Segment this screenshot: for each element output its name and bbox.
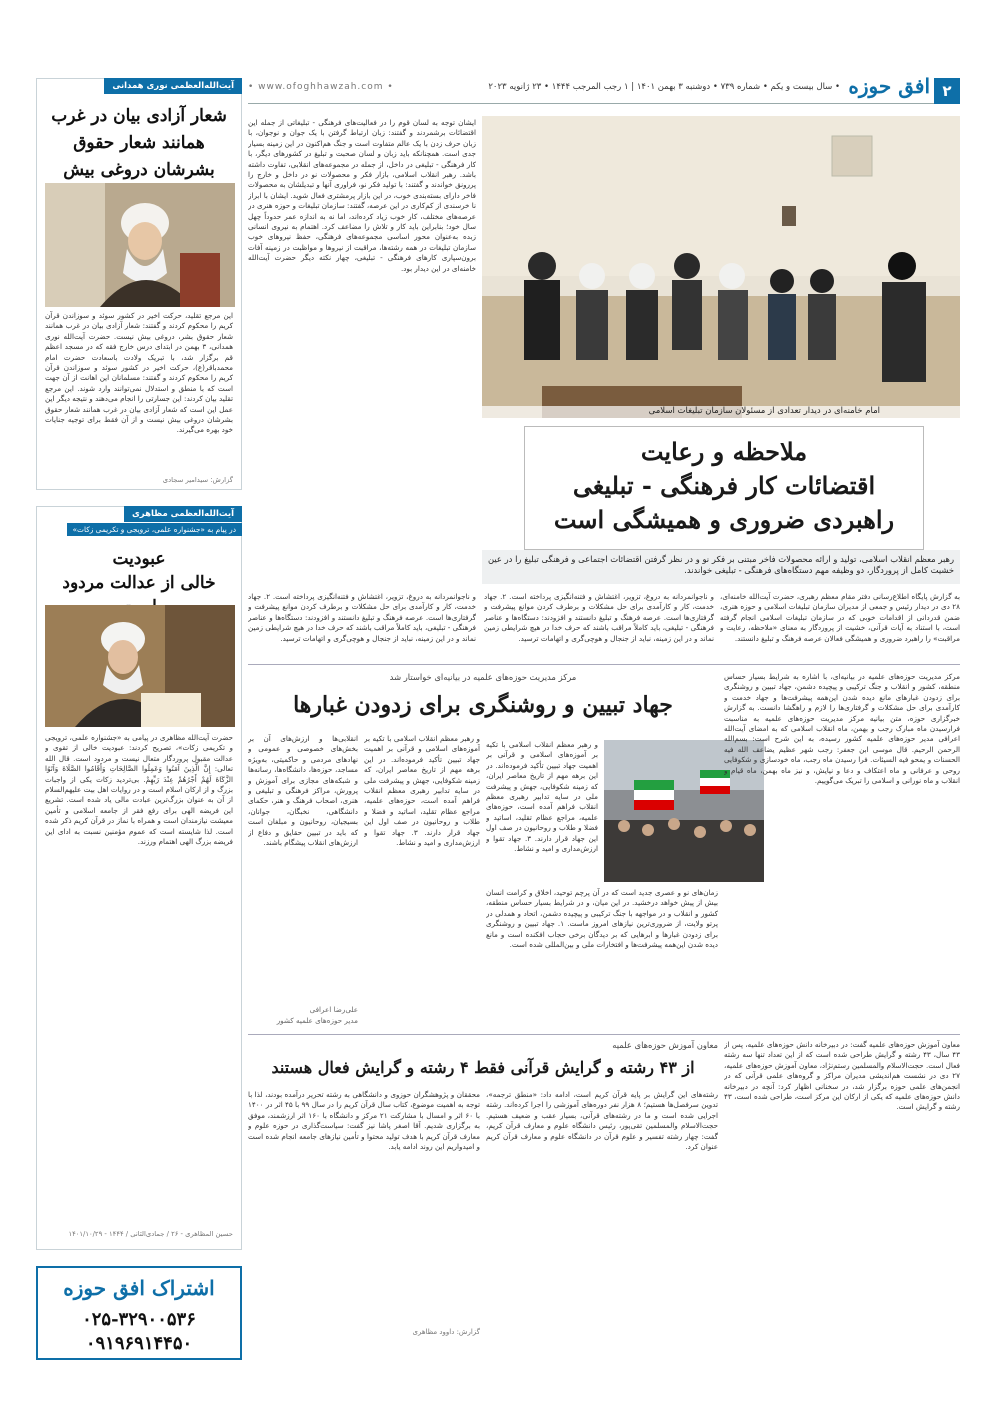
sidebar-body: این مرجع تقلید، حرکت اخیر در کشور سوئد و سوزاندن قرآن کریم را محکوم کردند و گفتند: شعار آزادی بیان در غرب همانند شعار حقوق بشر، دروغی بیش نیست. حضرت آیت‌الله نوری همدانی، ۳ بهمن در ابتدای درس خارج فقه که در مسجد اعظم قم برگزار شد، با تبریک ولادت باسعادت حضرت امام محمدباقر(ع)، حرکت اخیر در کشور سوئد و سوزاندن قرآن کریم را محکوم کردند و گفتند: مسلمانان این اهانت از آن جهت است که با منطق و استدلال نمی‌توانند وارد شوند. این مرجع تقلید بیان کردند: این جسارتی را انجام می‌دهند و نتیجه دیگر این عمل این است که شعار آزادی بیان در غرب همانند شعار حقوق بشرشان دروغی بیش نیست و از آن فقط برای توجیه جنایات خود بهره می‌گیرند.	[45, 311, 233, 435]
jihad-column-a-text: مرکز مدیریت حوزه‌های علمیه در بیانیه‌ای، با اشاره به شرایط بسیار حساس منطقه، کشور و انقلاب و جنگ ترکیبی و پیچیده دشمن، جهاد تبیین و روشنگری برای زدودن غبارهای مانع دیده شدن این‌همه پیشرفت‌ها و جهاد خدمت و کارآمدی برای حل مشکلات و گرفتاری‌ها را لازم و راهگشا دانست. به گزارش خبرگزاری حوزه، متن بیانیه مرکز مدیریت حوزه‌های علمیه به مناسبت فرارسیدن ماه مبارک رجب و بهمن، ماه انقلاب اسلامی که به امضای آیت‌الله اعرافی مدیر حوزه‌های علمیه کشور رسیده، به این شرح است: بسم‌الله الرحمن الرحیم. قال موسی ابن جعفر: رجب شهر عظیم یضاعف الله فیه الحسنات و یمحو فیه السیئات. فرا رسیدن ماه رجب، ماه خودسازی و شکوفایی روحی و عرفانی و ماه اعتکاف و دعا و نیایش، و نیز ماه بهمن، ماه قیام و انقلاب و ماه نورانی و اسلامی را تبریک می‌گوییم.	[724, 672, 960, 786]
jihad-column-d	[248, 734, 358, 1026]
lead-headline-line3: راهبردی ضروری و همیشگی است	[553, 505, 895, 534]
sidebar-tag: آیت‌الله‌العظمی نوری همدانی	[104, 78, 242, 94]
newspaper-logo: افق حوزه	[848, 74, 930, 98]
subscription-phone-mobile[interactable]: ۰۹۱۹۶۹۱۴۴۵۰	[85, 1333, 193, 1354]
lead-headline-line2: اقتضائات کار فرهنگی - تبلیغی	[572, 471, 876, 500]
lead-column-1-text: ایشان توجه به لسان قوم را در فعالیت‌های فرهنگی - تبلیغاتی از جمله این اقتضائات برشمردند و گفتند: زبان ارتباط گرفتن با یک جوان و نوجوان، با زبان حرف زدن با یک عالم متفاوت است و جنگ هم‌اکنون در این زمینه بسیار جدی است. همچنانکه باید زبان و لسان صحبت و تبلیغ در کشورهای دیگر، با کار فرهنگی - تبلیغی در داخل، از جمله در مجموعه‌های انقلابی، تفاوت داشته باشد. رهبر انقلاب اسلامی، بازار فکر و محصولات نو در داخل و خارج را پررونق خواندند و گفتند: با تولید فکر نو، فراوری آنها و تبدیلشان به محصولات فاخر دارای بسته‌بندی خوب، در این بازار پرمشتری فعال شوید. ایشان با ابراز نا خرسندی از کم‌کاری در این عرصه، گفتند: سازمان تبلیغات و حوزه هنری در عرصه‌های مختلف، کار خوب زیاد کرده‌اند، اما نه به اندازه عمر حدوداً چهل سال خود؛ بنابراین باید کار و تلاش را مضاعف کرد. اهتمام به نیروی انسانی زبده به‌عنوان محور اساسی مجموعه‌های فرهنگی، حفظ نیروهای خوب سازمان تبلیغات در همه رشته‌ها، مراقبت از نیروها و مواظبت در زمینه آفات برون‌سپاری کارهای فرهنگی - تبلیغی، چهار نکته دیگر حضرت آیت‌الله خامنه‌ای در این دیدار بود.	[248, 118, 476, 273]
lead-column-2	[248, 592, 476, 658]
section-divider	[248, 1034, 960, 1035]
lead-headline-line1: ملاحظه و رعایت	[640, 437, 808, 466]
sidebar-headline: شعار آزادی بیان در غرب همانند شعار حقوق بشرشان دروغی بیش	[51, 106, 227, 180]
quran-column-b-text: رشته‌های این گرایش بر پایه قرآن کریم است، ادامه داد: «منطق ترجمه»، تدوین سرفصل‌ها هستیم؛ ۸ هزار نفر دوره‌های آموزشی را اجرا کرده‌اند. رشته اجرایی شده است و ما در رشته‌های قرآنی، بسیار عقب و ضعیف هستیم. حجت‌الاسلام والمسلمین تقی‌پور، رئیس دانشگاه علوم و معارف قرآن کریم، گفت: چهار رشته تفسیر و علوم قرآن در دانشگاه علوم و معارف قرآن کریم عنوان کرد.	[486, 1090, 718, 1152]
subscription-title: اشتراک افق حوزه	[63, 1276, 215, 1300]
cleric-photo-nouri	[45, 183, 235, 307]
jihad-column-b	[486, 888, 718, 1026]
jihad-kicker: مرکز مدیریت حوزه‌های علمیه در بیانیه‌ای خواستار شد	[389, 672, 577, 682]
jihad-column-c	[364, 734, 480, 1026]
lead-headline-box	[524, 426, 924, 550]
jihad-column-b-text: زمان‌های نو و عصری جدید است که در آن پرچم توحید، اخلاق و کرامت انسان بیش از پیش خواهد درخشید. در این میان، و در شرایط بسیار حساس منطقه، کشور و انقلاب و در مواجهه با جنگ ترکیبی و پیچیده دشمن، اتحاد و همدلی در پرتو ولایت، از ضروری‌ترین نیازهای امروز ماست. ۱. جهاد تبیین و روشنگری برای زدودن غبارها و ابرهایی که بر دیدگان برخی حجاب افکنده است و مانع دیده شدن این‌همه پیشرفت‌ها و افتخارات ملی و بین‌المللی شده است.	[486, 888, 718, 950]
sidebar	[36, 78, 242, 1368]
lead-column-1	[248, 118, 476, 580]
jihad-column-c-top: و رهبر معظم انقلاب اسلامی با تکیه بر آموزه‌های اسلامی و قرآنی بر اهمیت جهاد تبیین تأکید فرموده‌اند. در این برهه مهم از تاریخ معاصر ایران، که زمینه شکوفایی، جهش و پیشرفت ملی در سایه تدابیر رهبری معظم انقلاب فراهم آمده است، حوزه‌های علمیه، مراجع عظام تقلید، اساتید و فضلا و طلاب و روحانیون در صف اول این جهاد قرار دارند. ۳. جهاد تقوا و ارزش‌مداری و امید و نشاط.	[486, 740, 598, 854]
issue-info: • سال بیست و یکم • شماره ۷۳۹ • دوشنبه ۳ بهمن ۱۴۰۱ | ۱ رجب المرجب ۱۴۴۴ • ۲۳ ژانویه ۲۰۲۳	[488, 82, 840, 92]
subscription-box[interactable]	[36, 1266, 242, 1360]
jihad-column-d-text: انقلابی‌ها و ارزش‌های آن بر بخش‌های خصوصی و عمومی و نهادهای مردمی و حاکمیتی، به‌ویژه مساجد، حوزه‌ها، دانشگاه‌ها، رسانه‌ها و شبکه‌های مجازی برای آموزش و پرورش، مراکز فرهنگی و تبلیغی و هنری، اصحاب فرهنگ و هنر، حکمای دانشگاهی، نخبگان، جوانان، بسیجیان، روحانیون و مبلغان است که باید در تبیین حقایق و دفاع از ارزش‌های انقلاب پیشگام باشند.	[248, 734, 358, 848]
sidebar-tag: آیت‌الله‌العظمی مظاهری	[124, 506, 242, 522]
jihad-headline: جهاد تبیین و روشنگری برای زدودن غبارها	[293, 692, 673, 718]
lead-column-3b: و ناجوانمردانه به دروغ، تزویر، اغتشاش و فتنه‌انگیزی پرداخته است. ۲. جهاد خدمت، کار و کارآمدی برای حل مشکلات و برطرف کردن موانع پیشرفت و گرفتاری‌ها است. عرصه فرهنگ و تبلیغ دانستند و افزودند: دستگاه‌ها و عناصر فرهنگی - تبلیغی، باید کاملاً مراقب باشند که حرف خدا در هیچ شرایطی زمین نماند و در این زمینه، نباید از جنجال و هوچی‌گری و اتهامات ترسید.	[484, 592, 714, 643]
sidebar-credit: گزارش: سیدامیر سجادی	[162, 476, 233, 484]
lead-column-2-text: و ناجوانمردانه به دروغ، تزویر، اغتشاش و فتنه‌انگیزی پرداخته است. ۲. جهاد خدمت، کار و کارآمدی برای حل مشکلات و برطرف کردن موانع پیشرفت و گرفتاری‌ها است. عرصه فرهنگ و تبلیغ دانستند و افزودند: دستگاه‌ها و عناصر فرهنگی - تبلیغی، باید کاملاً مراقب باشند که حرف خدا در هیچ شرایطی زمین نماند و در این زمینه، نباید از جنجال و هوچی‌گری و اتهامات ترسید.	[248, 592, 476, 643]
lead-column-3: به گزارش پایگاه اطلاع‌رسانی دفتر مقام معظم رهبری، حضرت آیت‌الله خامنه‌ای، ۲۸ دی در دیدار رئیس و جمعی از مدیران سازمان تبلیغات اسلامی و حوزه هنری، ضمن قدردانی از اقدامات خوبی که در سازمان تبلیغات اسلامی انجام گرفته است، با استناد به آیات قرآنی، خشیت از پروردگار به معنای «ملاحظه، رعایت و مراقبت» را راهبرد ضروری و همیشگی فعالان عرصه فرهنگ و تبلیغ دانستند.	[720, 592, 960, 643]
website-url[interactable]: • www.ofoghhawzah.com •	[248, 82, 394, 92]
quran-column-b	[486, 1090, 718, 1340]
subscription-phone-landline[interactable]: ۰۲۵-۳۲۹۰۰۵۳۶	[82, 1309, 196, 1330]
sidebar-body-text: حضرت آیت‌الله مظاهری در پیامی به «جشنواره علمی، ترویجی و تکریمی زکات»، تصریح کردند: عبودیت خالی از تقوی و عدالت مقبول پروردگار متعال نیست و مردود است. قال الله تعالی: إِنَّ الَّذِینَ آمَنُوا وَعَمِلُوا الصَّالِحَاتِ وَأَقَامُوا الصَّلَاةَ وَآتَوُا الزَّكَاةَ لَهُمْ أَجْرُهُمْ عِنْدَ رَبِّهِمْ. بی‌تردید زکات یکی از واجبات بزرگ و از ارکان اسلام است و در روایات اهل بیت علیهم‌السلام از آن به عنوان بزرگ‌ترین عبادت مالی یاد شده است. تشریع این فریضه الهی برای رفع فقر از جامعه اسلامی و تأمین معیشت نیازمندان است و همراه با نماز در قرآن کریم ذکر شده است. لذا شایسته است که عموم مؤمنین نسبت به ادای این فریضه بزرگ الهی اهتمام ورزند.	[45, 733, 233, 847]
quran-column-c-text: محققان و پژوهشگران حوزوی و دانشگاهی به رشته تحریر درآمده بودند، لذا با توجه به اهمیت موضوع، کتاب سال قرآن کریم را در سال ۹۹ با ۴۵ اثر در ۱۴۰۰ با ۶۰ اثر و امسال با مشارکت ۲۱ مرکز و دانشگاه با ۱۶۰ اثر ارزشمند، موفق به برگزاری شدیم. آقا اصغر پاشا نیز گفت: سیاست‌گذاری در حوزه علوم و معارف قرآن کریم با هدف تولید محتوا و تأمین نیازهای جامعه انجام شده است و امیدواریم این روند ادامه یابد.	[248, 1090, 480, 1152]
lead-photo	[482, 116, 960, 418]
jihad-credit: علی‌رضا اعرافی مدیر حوزه‌های علمیه کشور	[248, 1004, 358, 1028]
quran-column-c	[248, 1090, 480, 1326]
page-number: ۲	[934, 78, 960, 104]
jihad-column-c-text: و رهبر معظم انقلاب اسلامی با تکیه بر آموزه‌های اسلامی و قرآنی بر اهمیت جهاد تبیین تأکید فرموده‌اند. در این برهه مهم از تاریخ معاصر ایران، که زمینه شکوفایی، جهش و پیشرفت ملی در سایه تدابیر رهبری معظم انقلاب فراهم آمده است، حوزه‌های علمیه، مراجع عظام تقلید، اساتید و فضلا و طلاب و روحانیون در صف اول این جهاد قرار دارند. ۳. جهاد تقوا و ارزش‌مداری و امید و نشاط.	[364, 734, 480, 848]
sidebar-headline-2: خالی از عدالت مردود	[62, 573, 216, 593]
sidebar-article-mazaheri	[36, 506, 242, 1250]
quran-kicker: معاون آموزش حوزه‌های علمیه	[612, 1040, 718, 1050]
quran-column-a-text: معاون آموزش حوزه‌های علمیه گفت: در دبیرخانه دانش حوزه‌های علمیه، پس از ۴۳ سال، ۴۳ رشته و گرایش طراحی شده است که از این تعداد تنها سه رشته فعال است. حجت‌الاسلام والمسلمین رستم‌نژاد، معاون آموزش حوزه‌های علمیه، ۲۷ دی در نشست هم‌اندیشی مدیران مراکز و گروه‌های علمی قرآنی که در انجمن‌های علمی حوزه برگزار شد، در سخنانی اظهار کرد: آنچه در دبیرخانه دانش حوزه‌های علمیه که یکی از ارکان این مرکز است، طراحی شده است، ۴۳ رشته و گرایش است.	[724, 1040, 960, 1112]
lead-standfirst: رهبر معظم انقلاب اسلامی، تولید و ارائه محصولات فاخر مبتنی بر فکر نو و در نظر گرفتن اقتضائات اجتماعی و فرهنگی تبلیغ را در عین خشیت کامل از پروردگار، دو وظیفه مهم دستگاه‌های فرهنگی - تبلیغی خواندند.	[482, 550, 960, 584]
quran-credit: گزارش: داوود مظاهری	[412, 1328, 480, 1336]
cleric-photo-mazaheri	[45, 605, 235, 727]
quran-column-a	[724, 1040, 960, 1340]
jihad-column-a	[724, 672, 960, 1026]
sidebar-headline-1: عبودیت	[112, 549, 166, 569]
quran-headline: از ۴۳ رشته و گرایش قرآنی فقط ۴ رشته و گرایش فعال هستند	[271, 1058, 695, 1077]
lead-photo-caption: امام خامنه‌ای در دیدار تعدادی از مسئولان سازمان تبلیغات اسلامی	[482, 406, 960, 420]
sidebar-article-nouri	[36, 78, 242, 490]
section-divider	[248, 664, 960, 665]
sidebar-body	[45, 733, 233, 1223]
page-header	[248, 70, 960, 104]
sidebar-subtag: در پیام به «جشنواره علمی، ترویجی و تکریمی زکات»	[67, 523, 242, 536]
sidebar-credit: حسین المظاهری - ۲۶ / جمادی‌الثانی / ۱۴۴۴ - ۱۴۰۱/۱۰/۲۹	[68, 1230, 233, 1238]
